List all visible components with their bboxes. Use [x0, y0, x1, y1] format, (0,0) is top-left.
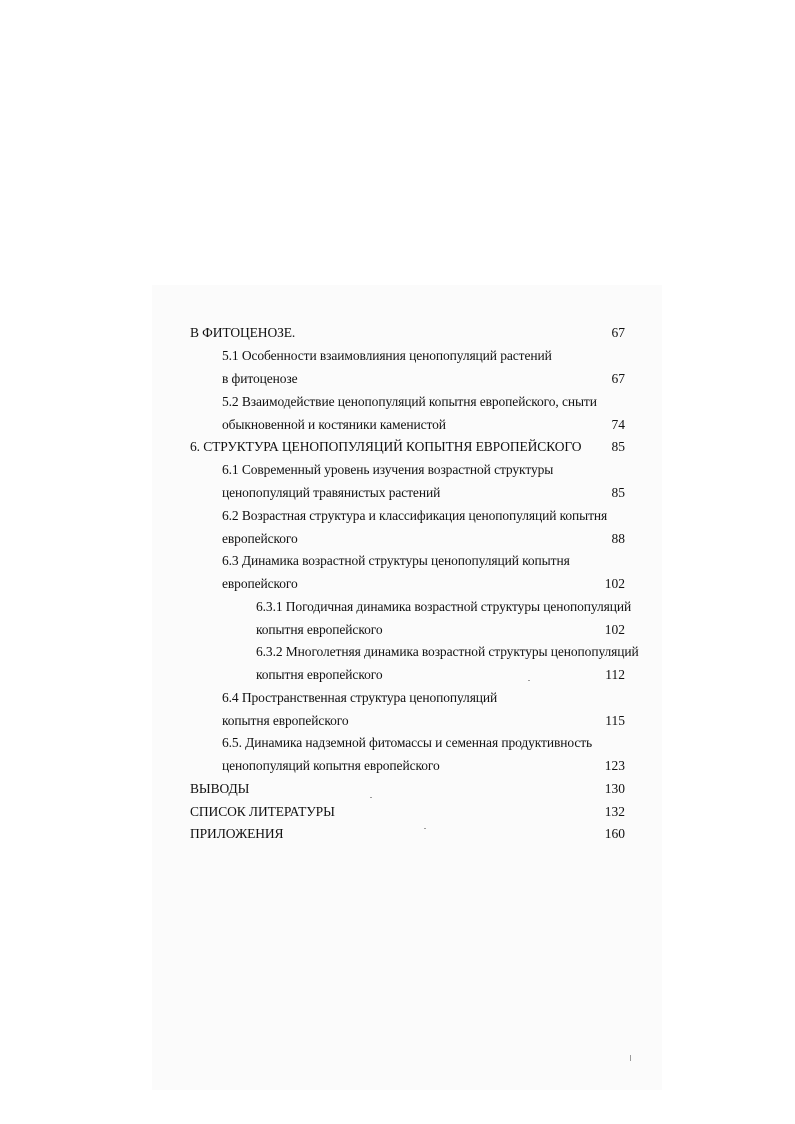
toc-entry-text: ценопопуляций копытня европейского [222, 758, 440, 773]
toc-entry-text: 6.5. Динамика надземной фитомассы и семенная продуктивность [222, 735, 593, 750]
toc-entry-text: обыкновенной и костяники каменистой [222, 417, 446, 432]
scan-speck [370, 797, 372, 798]
toc-entry-page: 85 [611, 439, 625, 454]
toc-entry-page: 88 [611, 531, 625, 546]
toc-entry-text: 6.3.2 Многолетняя динамика возрастной структуры ценопопуляций [256, 644, 639, 659]
toc-entry-text: европейского [222, 531, 298, 546]
toc-entry-page: 67 [611, 371, 625, 386]
toc-entry-text: ВЫВОДЫ [190, 781, 250, 796]
toc-entry-page: 85 [611, 485, 625, 500]
toc-entry-text: СПИСОК ЛИТЕРАТУРЫ [190, 804, 335, 819]
toc-entry-page: 102 [604, 576, 625, 591]
toc-entry-text: 6.1 Современный уровень изучения возрастной структуры [222, 462, 554, 477]
toc-entry-text: 5.2 Взаимодействие ценопопуляций копытня европейского, сныти [222, 394, 597, 409]
toc-entry-text: 6. СТРУКТУРА ЦЕНОПОПУЛЯЦИЙ КОПЫТНЯ ЕВРОПЕЙСКОГО [190, 439, 582, 454]
toc-entry-page: 112 [605, 667, 625, 682]
toc-entry-page: 67 [611, 325, 625, 340]
toc-entry-page: 130 [604, 781, 625, 796]
toc-entry-page: 74 [611, 417, 625, 432]
scan-speck [630, 1055, 631, 1061]
toc-entry-text: копытня европейского [222, 713, 349, 728]
toc-entry-page: 102 [604, 622, 625, 637]
toc-entry-text: 5.1 Особенности взаимовлияния ценопопуляций растений [222, 348, 552, 363]
toc-entry-text: В ФИТОЦЕНОЗЕ. [190, 325, 296, 340]
toc-entry-text: копытня европейского [256, 622, 383, 637]
toc-entry-text: европейского [222, 576, 298, 591]
toc-entry-text: 6.2 Возрастная структура и классификация ценопопуляций копытня [222, 508, 608, 523]
toc-entry-page: 123 [604, 758, 625, 773]
toc-entry-text: ПРИЛОЖЕНИЯ [190, 826, 284, 841]
scan-speck [424, 828, 426, 829]
toc-entry-text: копытня европейского [256, 667, 383, 682]
toc-entry-text: в фитоценозе [222, 371, 298, 386]
toc-entry-page: 132 [604, 804, 625, 819]
toc-entry-page: 160 [604, 826, 625, 841]
toc-entry-text: 6.3.1 Погодичная динамика возрастной структуры ценопопуляций [256, 599, 632, 614]
toc-entry-page: 115 [605, 713, 625, 728]
toc-entry-text: 6.3 Динамика возрастной структуры ценопопуляций копытня [222, 553, 570, 568]
scan-speck [528, 680, 530, 681]
toc-entry-text: ценопопуляций травянистых растений [222, 485, 441, 500]
toc-entry-text: 6.4 Пространственная структура ценопопуляций [222, 690, 498, 705]
